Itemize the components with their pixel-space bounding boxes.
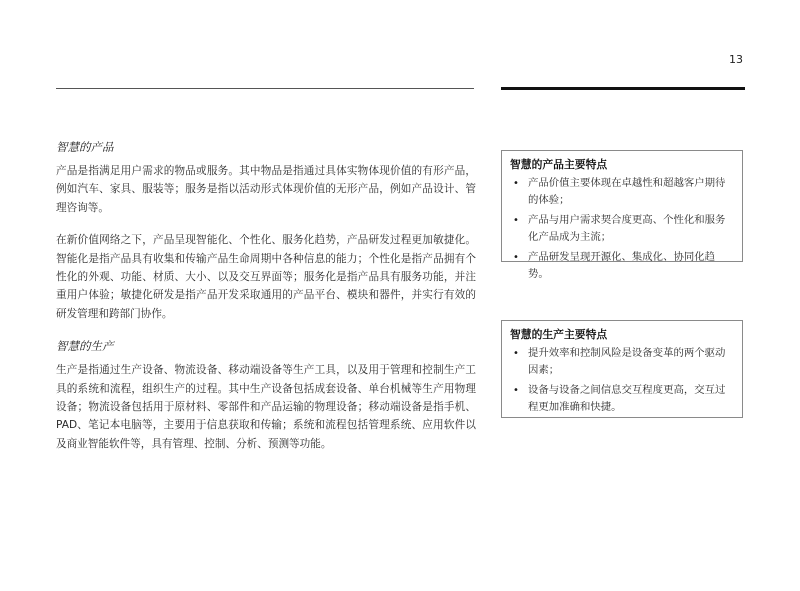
section-heading-smart-product: 智慧的产品 (56, 140, 114, 154)
list-item (510, 382, 734, 416)
list-item (510, 175, 734, 209)
paragraph-product-trends: 在新价值网络之下，产品呈现智能化、个性化、服务化趋势，产品研发过程更加敏捷化。智能化是指产品具有收集和传输产品生命周期中各种信息的能力；个性化是指产品拥有个性化的外观、功能、材质、大小、以及交互界面等；服务化是指产品具有服务功能，并注重用户体验；敏捷化研发是指产品开发采取通用的产品平台、模块和器件，并实行有效的研发管理和跨部门协作。 (56, 234, 476, 320)
box-title-product-features: 智慧的产品主要特点 (510, 158, 608, 171)
list-item (510, 249, 734, 283)
list-item (510, 212, 734, 246)
sidebar-box-product-features (501, 150, 743, 280)
paragraph-production-definition: 生产是指通过生产设备、物流设备、移动端设备等生产工具，以及用于管理和控制生产工具的系统和流程，组织生产的过程。其中生产设备包括成套设备、单台机械等生产用物理设备；物流设备包括用于原材料、零部件和产品运输的物理设备；移动端设备是指手机、PAD、笔记本电脑等，主要用于信息获取和传输；系统和流程包括管理系统、应用软件以及商业智能软件等，具有管理、控制、分析、预测等功能。 (56, 364, 476, 450)
list-item-text: 产品与用户需求契合度更高、个性化和服务化产品成为主流； (528, 214, 726, 243)
header-rule-right (501, 87, 745, 90)
list-item (510, 345, 734, 379)
main-content (56, 138, 476, 453)
bullet-icon: • (513, 385, 519, 396)
section-heading-smart-production: 智慧的生产 (56, 339, 114, 354)
list-item-text: 提升效率和控制风险是设备变革的两个驱动因素； (528, 347, 726, 376)
page-number: 13 (729, 53, 743, 66)
bullet-icon: • (513, 252, 519, 263)
bullet-icon: • (513, 178, 519, 189)
list-item-text: 设备与设备之间信息交互程度更高，交互过程更加准确和快捷。 (528, 384, 726, 413)
bullet-icon: • (513, 348, 519, 359)
paragraph-product-definition: 产品是指满足用户需求的物品或服务。其中物品是指通过具体实物体现价值的有形产品，例如汽车、家具、服装等；服务是指以活动形式体现价值的无形产品，例如产品设计、管理咨询等。 (56, 165, 476, 214)
list-item-text: 产品研发呈现开源化、集成化、协同化趋势。 (528, 251, 716, 280)
list-item-text: 产品价值主要体现在卓越性和超越客户期待的体验； (528, 177, 726, 206)
product-features-list (510, 175, 734, 283)
production-features-list (510, 345, 734, 416)
header-rule-left (56, 88, 474, 89)
sidebar-box-production-features (501, 320, 743, 418)
box-title-production-features: 智慧的生产主要特点 (510, 328, 608, 341)
bullet-icon: • (513, 215, 519, 226)
